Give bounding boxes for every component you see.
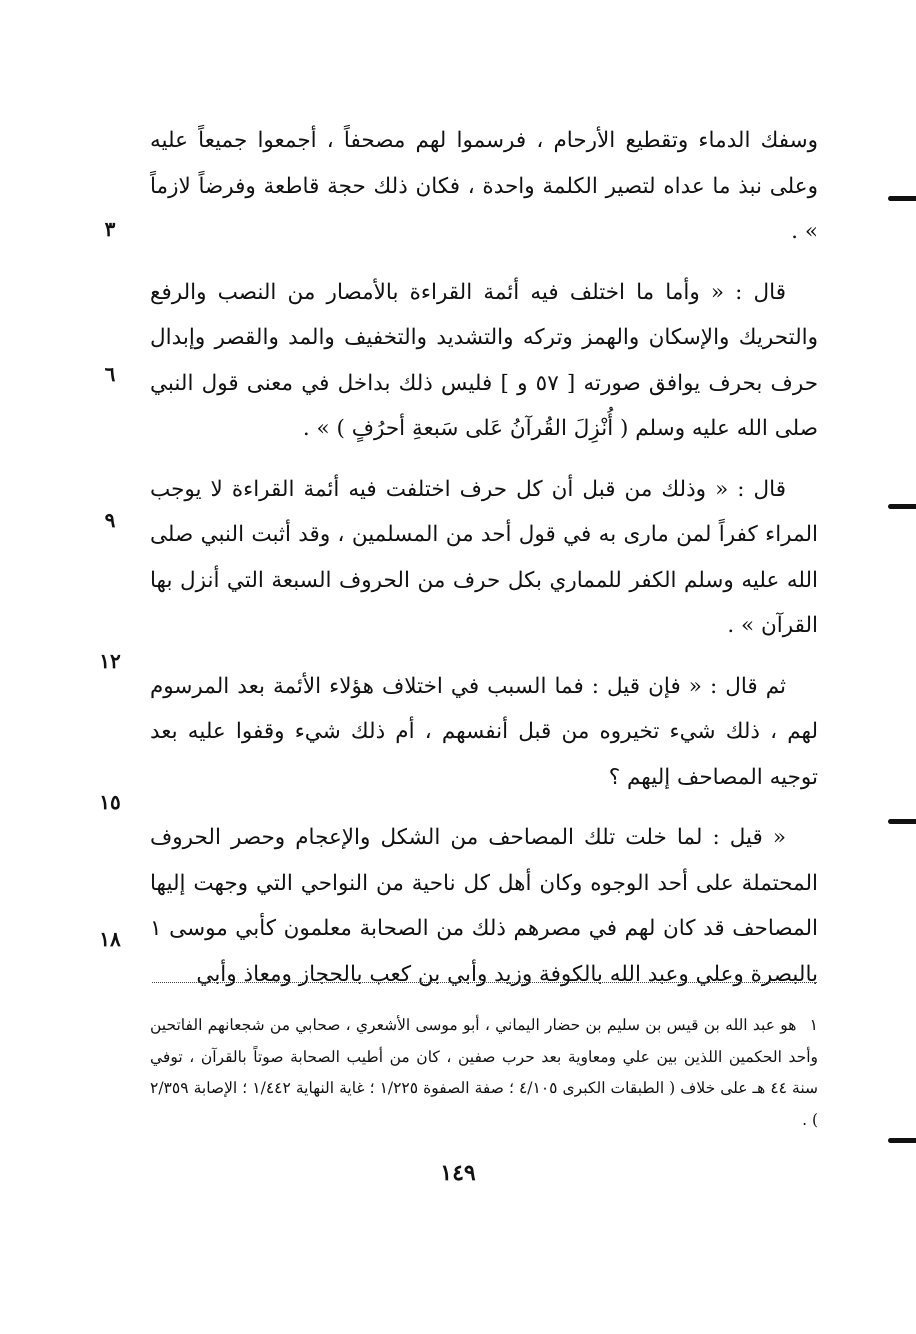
line-number-12: ١٢ bbox=[99, 649, 121, 673]
line-number-18: ١٨ bbox=[99, 927, 121, 951]
paragraph-4: ثم قال : « فإن قيل : فما السبب في اختلاف هؤلاء الأئمة بعد المرسوم لهم ، ذلك شيء تخيروه من قبل أنفسهم ، أم ذلك شيء وقفوا عليه بعد توجيه المصاحف إليهم ؟ bbox=[150, 673, 818, 790]
paragraph-3: قال : « وذلك من قبل أن كل حرف اختلفت فيه أئمة القراءة لا يوجب المراء كفراً لمن مارى به في قول أحد من المسلمين ، وقد أثبت النبي صلى الله عليه وسلم الكفر للمماري بكل حرف من الحروف السبعة التي أنزل بها القرآن » . bbox=[150, 476, 818, 638]
paragraph-1: وسفك الدماء وتقطيع الأرحام ، فرسموا لهم مصحفاً ، أجمعوا جميعاً عليه وعلى نبذ ما عداه لتصير الكلمة واحدة ، فكان ذلك حجة قاطعة وفرضاً لازماً » . bbox=[150, 128, 818, 244]
footnote-text: هو عبد الله بن قيس بن سليم بن حضار اليماني ، أبو موسى الأشعري ، صحابي من شجعانهم الفاتحين وأحد الحكمين اللذين بين علي ومعاوية بعد حرب صفين ، كان من أطيب الصحابة صوتاً بالقرآن ، توفي سنة ٤٤ هـ على خلاف ( الطبقات الكبرى ٤/١٠٥ ؛ صفة الصفوة ١/٢٢٥ ؛ غاية النهاية ١/٤٤٢ ؛ الإصابة ٢/٣٥٩ ) . bbox=[150, 1016, 818, 1129]
margin-mark bbox=[888, 819, 916, 824]
margin-mark bbox=[888, 504, 916, 509]
margin-mark bbox=[888, 196, 916, 201]
footnote-marker: ١ bbox=[809, 1016, 818, 1034]
footnote bbox=[150, 1010, 818, 1136]
paragraph-5: « قيل : لما خلت تلك المصاحف من الشكل والإعجام وحصر الحروف المحتملة على أحد الوجوه وكان أهل كل ناحية من النواحي التي وجهت إليها المصاحف قد كان لهم في مصرهم ذلك من الصحابة معلمون كأبي موسى ١ بالبصرة وعلي وعبد الله بالكوفة وزيد وأبي بن كعب بالحجاز ومعاذ وأبي bbox=[150, 825, 818, 987]
margin-mark bbox=[888, 1138, 916, 1143]
line-number-6: ٦ bbox=[104, 362, 116, 386]
line-number-3: ٣ bbox=[104, 217, 116, 241]
line-number-9: ٩ bbox=[104, 508, 116, 532]
paragraph-2: قال : « وأما ما اختلف فيه أئمة القراءة بالأمصار من النصب والرفع والتحريك والإسكان والهمز وتركه والتشديد والتخفيف والمد والقصر وإبدال حرف بحرف يوافق صورته [ ٥٧ و ] فليس ذلك بداخل في معنى قول النبي صلى الله عليه وسلم ( أُنْزِلَ القُرآنُ عَلى سَبعةِ أحرُفٍ ) » . bbox=[150, 279, 818, 441]
main-text bbox=[150, 118, 818, 1012]
footnote-separator bbox=[152, 982, 817, 983]
page-number: ١٤٩ bbox=[440, 1160, 476, 1186]
line-number-15: ١٥ bbox=[99, 790, 121, 814]
